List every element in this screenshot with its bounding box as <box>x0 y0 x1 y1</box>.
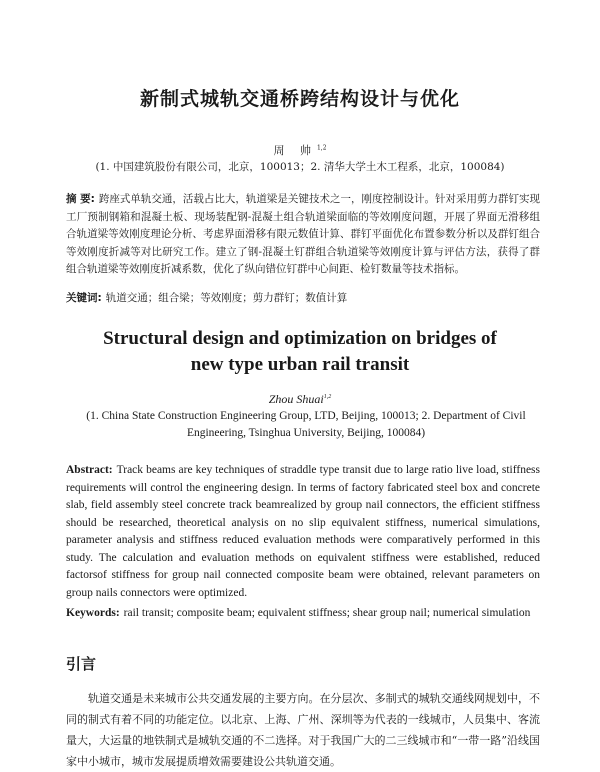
english-abstract <box>66 462 540 602</box>
english-keywords <box>66 605 540 622</box>
english-affiliation: (1. China State Construction Engineering Group, LTD, Beijing, 100013; 2. Department of Civil Engineering, Tsinghua University, Beijing, 100084) <box>86 410 526 439</box>
chinese-affiliation: (1. 中国建筑股份有限公司，北京，100013；2. 清华大学土木工程系，北京，100084) <box>95 161 505 173</box>
chinese-keywords-text: 轨道交通；组合梁；等效刚度；剪力群钉；数值计算 <box>105 292 348 304</box>
chinese-author-affiliation-marker: 1,2 <box>316 144 327 152</box>
chinese-keywords-label: 关键词: <box>66 292 102 304</box>
english-author-affiliation-marker: 1,2 <box>323 394 332 400</box>
chinese-author-name: 周 帅 <box>273 144 317 157</box>
english-keywords-label: Keywords: <box>66 607 120 619</box>
english-abstract-label: Abstract: <box>66 464 113 476</box>
chinese-abstract-label: 摘 要: <box>66 193 95 205</box>
english-author <box>0 392 600 407</box>
english-keywords-text: rail transit; composite beam; equivalent stiffness; shear group nail; numerical simulation <box>123 607 531 619</box>
english-title-line-1: Structural design and optimization on bridges of <box>103 328 497 349</box>
english-title-line-2: new type urban rail transit <box>190 354 410 375</box>
introduction-paragraph: 轨道交通是未来城市公共交通发展的主要方向。在分层次、多制式的城轨交通线网规划中，不同的制式有着不同的功能定位。以北京、上海、广州、深圳等为代表的一线城市，人员集中、客流量大，大运量的地铁制式是城轨交通的不二选择。对于我国广大的二三线城市和“一带一路”沿线国家中小城市，城市发展提质增效需要建设公共轨道交通。 <box>66 692 540 768</box>
english-abstract-text: Track beams are key techniques of straddle type transit due to large ratio live load, stiffness requirements will control the engineering design. In terms of factory fabricated steel box and concrete slab, field assembly steel concrete track beamrealized by group nail connectors, the efficient stiffness should be researched, theoretical analysis on no slip equivalent stiffness, numerical simulations, parameter analysis and stiffness reduced evaluation methods were comparatively performed in this study. The calculation and evaluation methods on equivalent stiffness were established, reduced factorsof stiffness for group nail connected composite beam were obtained, relevant parameters on group nails connectors were optimized. <box>66 464 540 599</box>
chinese-keywords <box>66 290 540 307</box>
chinese-author <box>0 142 600 158</box>
chinese-title: 新制式城轨交通桥跨结构设计与优化 <box>139 88 460 110</box>
english-title <box>0 326 600 378</box>
chinese-abstract <box>66 191 540 279</box>
chinese-abstract-text: 跨座式单轨交通，活载占比大，轨道梁是关键技术之一，刚度控制设计。针对采用剪力群钉实现工厂预制钢箱和混凝土板、现场装配钢-混凝土组合轨道梁面临的等效刚度问题，开展了界面无滑移组合轨道梁等效刚度理论分析、考虑界面滑移有限元数值计算、群钉平面优化布置参数分析以及群钉组合等效刚度折减等对比研究工作。建立了钢-混凝土钉群组合轨道梁等效刚度计算与评估方法，获得了群组合轨道梁等效刚度折减系数，优化了纵向错位钉群中心间距、检钉数量等技术指标。 <box>66 193 541 275</box>
introduction-heading: 引言 <box>66 655 97 673</box>
english-author-name: Zhou Shuai <box>268 392 324 406</box>
